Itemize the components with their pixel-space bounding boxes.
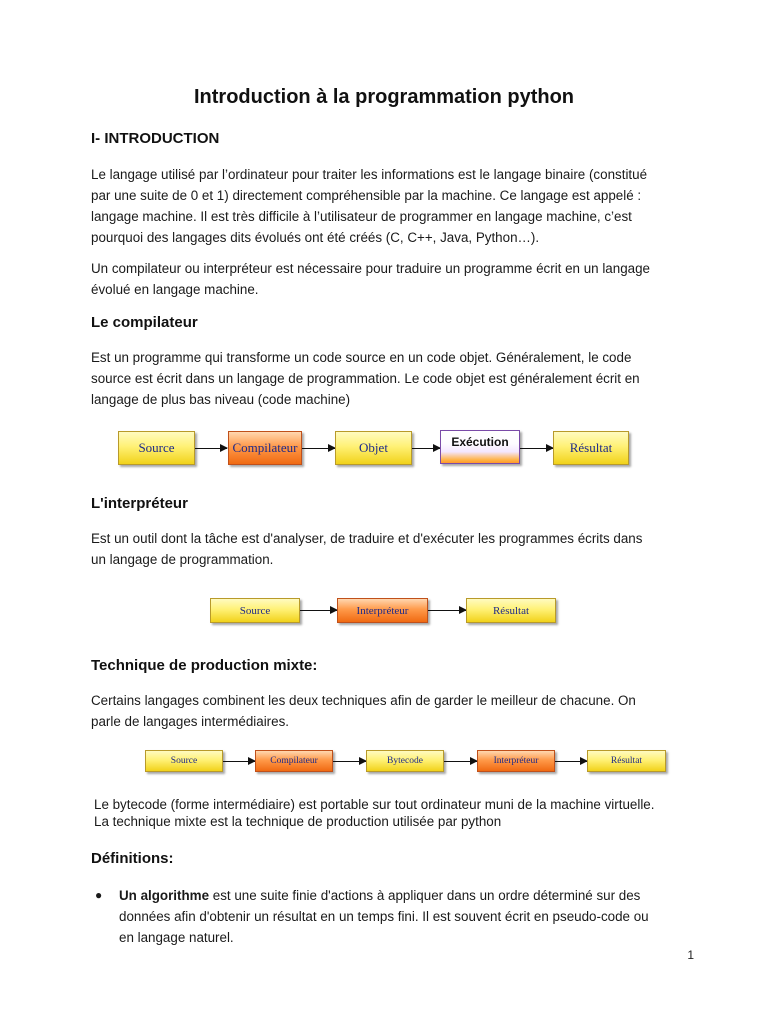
flow-box-objet: Objet — [335, 431, 412, 465]
flow-box-compilateur: Compilateur — [228, 431, 302, 465]
flow-arrow — [412, 448, 440, 449]
bullet-icon: ● — [95, 888, 103, 902]
text-line: en langage naturel. — [119, 930, 234, 945]
flow-arrow — [300, 610, 337, 611]
flow-box-execution: Exécution — [440, 430, 520, 464]
flow-arrow — [555, 761, 587, 762]
flow-box-resultat: Résultat — [553, 431, 629, 465]
text-line: source est écrit dans un langage de programmation. Le code objet est généralement écrit en — [91, 371, 640, 386]
bytecode-note — [94, 796, 654, 830]
mixte-paragraph — [91, 690, 636, 732]
text-line: Certains langages combinent les deux techniques afin de garder le meilleur de chacune. On — [91, 693, 636, 708]
flow-arrow — [520, 448, 553, 449]
definitions-list — [91, 885, 701, 948]
text-line: par une suite de 0 et 1) directement compréhensible par la machine. Ce langage est appelé : — [91, 188, 642, 203]
flow-box-source: Source — [118, 431, 195, 465]
list-item — [91, 885, 701, 948]
intro-paragraph-2 — [91, 258, 650, 300]
text-line: pourquoi des langages dits évolués ont été créés (C, C++, Java, Python…). — [91, 230, 540, 245]
text-line: Un compilateur ou interpréteur est nécessaire pour traduire un programme écrit en un langage — [91, 261, 650, 276]
text-line: Est un outil dont la tâche est d'analyser, de traduire et d'exécuter les programmes écrits dans — [91, 531, 643, 546]
intro-paragraph-1 — [91, 164, 647, 248]
heading-definitions: Définitions: — [91, 850, 174, 867]
flow-arrow — [444, 761, 477, 762]
flow-box-resultat: Résultat — [587, 750, 666, 772]
flow-box-resultat: Résultat — [466, 598, 556, 623]
section-heading-introduction: I- INTRODUCTION — [91, 130, 220, 147]
text-line: parle de langages intermédiaires. — [91, 714, 290, 729]
flow-box-source: Source — [210, 598, 300, 623]
flow-box-interpreteur: Interpréteur — [337, 598, 428, 623]
text-line: données afin d'obtenir un résultat en un temps fini. Il est souvent écrit en pseudo-code ou — [119, 909, 649, 924]
page-title: Introduction à la programmation python — [194, 86, 574, 108]
heading-interpreteur: L'interpréteur — [91, 495, 188, 512]
text-line: évolué en langage machine. — [91, 282, 259, 297]
flow-arrow — [195, 448, 227, 449]
definition-line — [119, 885, 701, 906]
flow-box-bytecode: Bytecode — [366, 750, 444, 772]
text-line: La technique mixte est la technique de production utilisée par python — [94, 814, 502, 829]
flow-arrow — [333, 761, 366, 762]
interpreteur-paragraph — [91, 528, 642, 570]
text-line: est une suite finie d'actions à appliquer dans un ordre déterminé sur des — [209, 888, 641, 903]
flow-box-interpreteur: Interpréteur — [477, 750, 555, 772]
heading-compilateur: Le compilateur — [91, 314, 198, 331]
text-line: langage machine. Il est très difficile à l’utilisateur de programmer en langage machine, c’est — [91, 209, 632, 224]
flow-arrow — [223, 761, 255, 762]
text-line: Est un programme qui transforme un code source en un code objet. Généralement, le code — [91, 350, 632, 365]
text-line: langage de plus bas niveau (code machine) — [91, 392, 351, 407]
flow-box-compilateur: Compilateur — [255, 750, 333, 772]
flow-arrow — [428, 610, 466, 611]
flow-arrow — [302, 448, 335, 449]
definition-term: Un algorithme — [119, 888, 210, 903]
text-line: un langage de programmation. — [91, 552, 274, 567]
page-number: 1 — [687, 948, 694, 962]
text-line: Le bytecode (forme intermédiaire) est portable sur tout ordinateur muni de la machine virtuelle. — [94, 797, 655, 812]
text-line: Le langage utilisé par l’ordinateur pour traiter les informations est le langage binaire (constitué — [91, 167, 648, 182]
flow-box-source: Source — [145, 750, 223, 772]
compilateur-paragraph — [91, 347, 640, 410]
heading-technique-mixte: Technique de production mixte: — [91, 657, 318, 674]
